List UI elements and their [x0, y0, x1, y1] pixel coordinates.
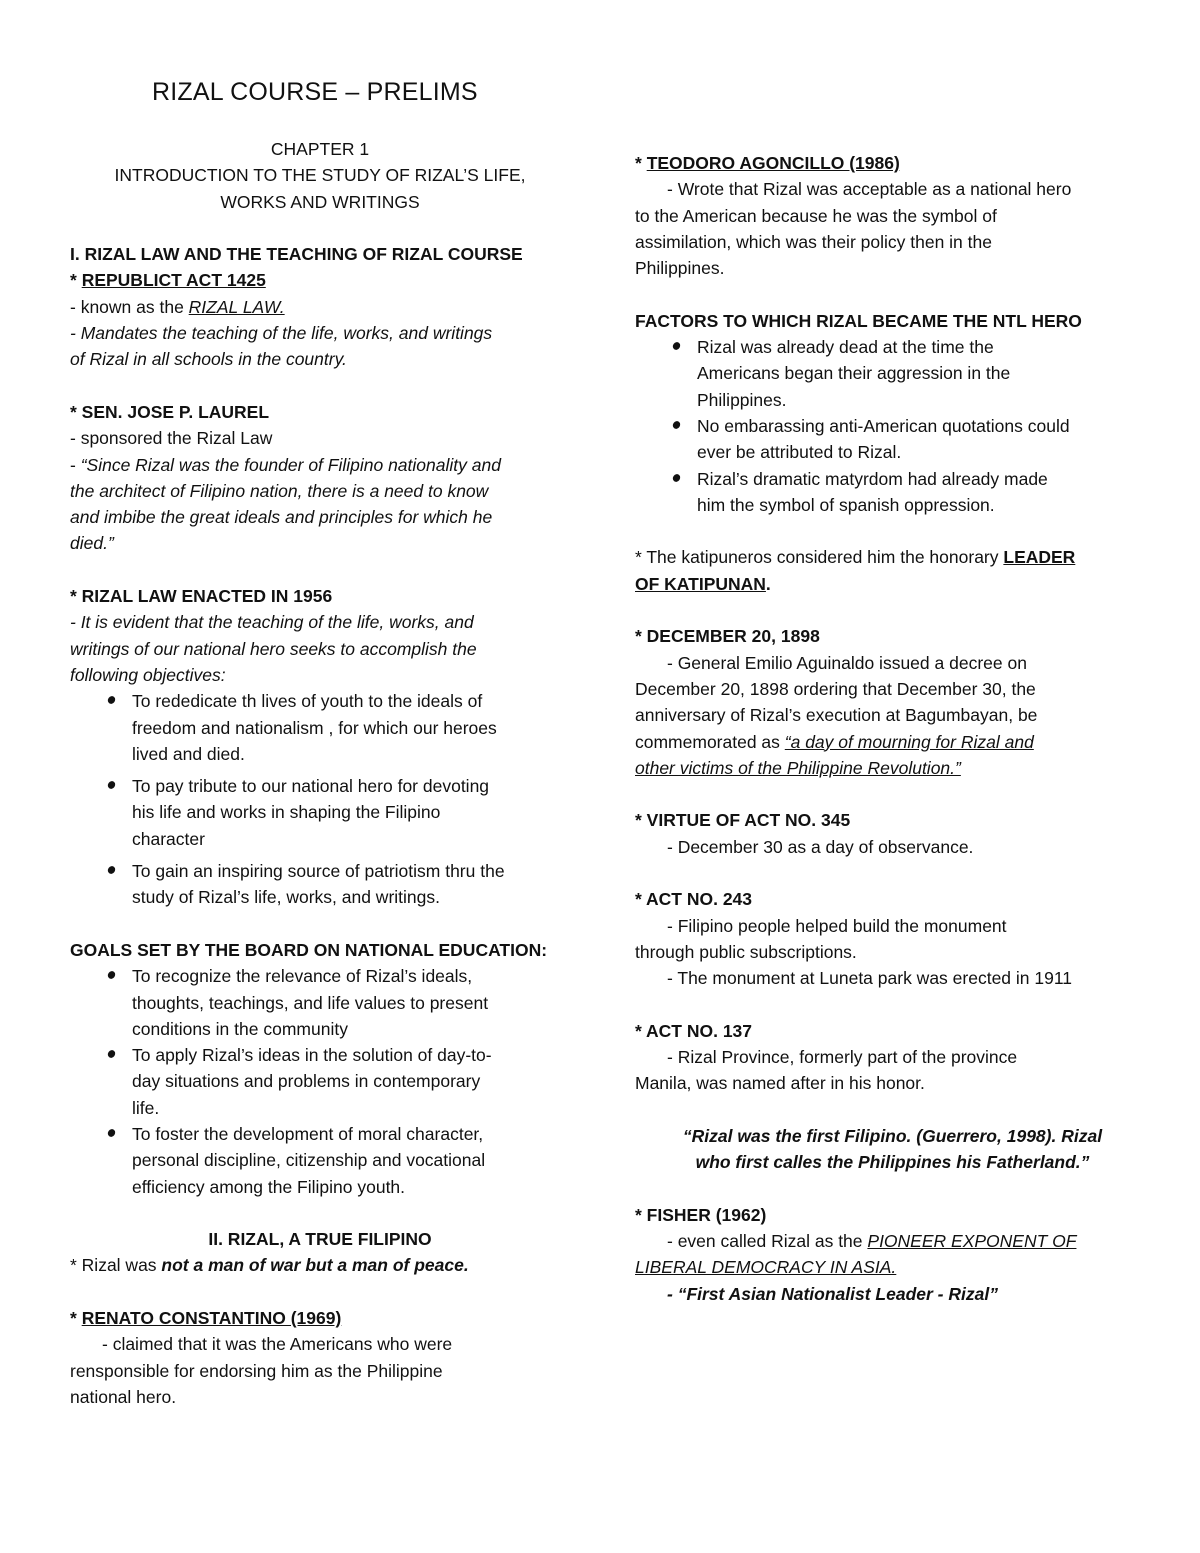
rizal-man-of-peace: * Rizal was not a man of war but a man of peace.: [70, 1255, 469, 1276]
rizal-law-mandate-2: of Rizal in all schools in the country.: [70, 349, 347, 370]
laurel-heading: * SEN. JOSE P. LAUREL: [70, 401, 270, 422]
fisher-heading: * FISHER (1962): [635, 1204, 767, 1225]
act-243-text-1: - Filipino people helped build the monument: [667, 915, 1007, 936]
laurel-quote-2: the architect of Filipino nation, there is a need to know: [70, 480, 489, 501]
right-column: [635, 150, 1150, 1307]
laurel-quote-3: and imbibe the great ideals and principles for which he: [70, 507, 493, 528]
objective-item: To pay tribute to our national hero for devoting his life and works in shaping the Filipino character: [70, 773, 570, 852]
section-2-heading: II. RIZAL, A TRUE FILIPINO: [208, 1229, 432, 1250]
agoncillo-text-3: assimilation, which was their policy then in the: [635, 231, 992, 252]
december-1898-heading: * DECEMBER 20, 1898: [635, 626, 820, 647]
agoncillo-text-2: to the American because he was the symbol of: [635, 205, 997, 226]
katipunan-line-2: OF KATIPUNAN.: [635, 573, 771, 594]
agoncillo-heading: * TEODORO AGONCILLO (1986): [635, 153, 900, 173]
rizal-law-enacted-heading: * RIZAL LAW ENACTED IN 1956: [70, 586, 333, 607]
chapter-title-line-1: INTRODUCTION TO THE STUDY OF RIZAL’S LIFE,: [114, 165, 526, 186]
section-1-heading: I. RIZAL LAW AND THE TEACHING OF RIZAL COURSE: [70, 244, 523, 265]
act-345-heading: * VIRTUE OF ACT NO. 345: [635, 810, 851, 831]
goals-heading: GOALS SET BY THE BOARD ON NATIONAL EDUCATION:: [70, 939, 548, 960]
act-243-heading: * ACT NO. 243: [635, 889, 753, 910]
laurel-sponsored: - sponsored the Rizal Law: [70, 428, 273, 449]
goal-item: To recognize the relevance of Rizal’s ideals, thoughts, teachings, and life values to present conditions in the community: [70, 963, 570, 1042]
chapter-number: CHAPTER 1: [270, 139, 370, 159]
act-137-heading: * ACT NO. 137: [635, 1020, 753, 1041]
december-text-4: commemorated as “a day of mourning for Rizal and: [635, 731, 1034, 752]
factor-item: Rizal’s dramatic matyrdom had already made him the symbol of spanish oppression.: [635, 466, 1150, 519]
act-243-text-2: through public subscriptions.: [635, 941, 857, 962]
guerrero-quote-2: who first calles the Philippines his Fatherland.”: [695, 1152, 1090, 1173]
renato-text-2: rensponsible for endorsing him as the Philippine: [70, 1360, 443, 1381]
renato-heading: * RENATO CONSTANTINO (1969): [70, 1308, 342, 1329]
rizal-law-mandate-1: - Mandates the teaching of the life, works, and writings: [70, 323, 493, 344]
goal-item: To apply Rizal’s ideas in the solution of day-to- day situations and problems in contemporary life.: [70, 1042, 570, 1121]
act-137-text-1: - Rizal Province, formerly part of the province: [667, 1047, 1018, 1068]
laurel-quote-1: - “Since Rizal was the founder of Filipino nationality and: [70, 454, 501, 475]
fisher-text-2: LIBERAL DEMOCRACY IN ASIA.: [635, 1257, 897, 1278]
enacted-text-2: writings of our national hero seeks to accomplish the: [70, 638, 477, 659]
renato-text-1: - claimed that it was the Americans who were: [102, 1334, 453, 1355]
fisher-text-1: - even called Rizal as the PIONEER EXPONENT OF: [667, 1231, 1077, 1252]
december-text-5: other victims of the Philippine Revolution.”: [635, 757, 961, 778]
katipunan-line-1: * The katipuneros considered him the honorary LEADER: [635, 547, 1076, 568]
enacted-text-1: - It is evident that the teaching of the life, works, and: [70, 612, 474, 633]
agoncillo-text-4: Philippines.: [635, 258, 725, 279]
act-345-text: - December 30 as a day of observance.: [667, 836, 974, 857]
guerrero-quote-1: “Rizal was the first Filipino. (Guerrero, 1998). Rizal: [682, 1125, 1103, 1146]
goal-item: To foster the development of moral character, personal discipline, citizenship and vocational efficiency among the Filipino youth.: [70, 1121, 570, 1200]
factors-heading: FACTORS TO WHICH RIZAL BECAME THE NTL HERO: [635, 310, 1082, 331]
renato-text-3: national hero.: [70, 1386, 177, 1407]
fisher-text-3: - “First Asian Nationalist Leader - Rizal”: [667, 1283, 998, 1304]
page-title: RIZAL COURSE – PRELIMS: [152, 78, 478, 106]
left-column: [70, 136, 570, 1410]
factor-item: No embarassing anti-American quotations could ever be attributed to Rizal.: [635, 413, 1150, 466]
agoncillo-text-1: - Wrote that Rizal was acceptable as a national hero: [667, 179, 1072, 200]
objective-item: To rededicate th lives of youth to the ideals of freedom and nationalism , for which our heroes lived and died.: [70, 688, 570, 767]
objective-item: To gain an inspiring source of patriotism thru the study of Rizal’s life, works, and writings.: [70, 858, 570, 911]
enacted-text-3: following objectives:: [70, 664, 226, 685]
december-text-2: December 20, 1898 ordering that December 30, the: [635, 678, 1036, 699]
december-text-3: anniversary of Rizal’s execution at Bagumbayan, be: [635, 705, 1038, 726]
republic-act-heading: * REPUBLICT ACT 1425: [70, 270, 266, 291]
rizal-law-known-as: - known as the RIZAL LAW.: [70, 296, 285, 317]
chapter-title-line-2: WORKS AND WRITINGS: [220, 191, 420, 212]
act-243-text-3: - The monument at Luneta park was erected in 1911: [667, 968, 1073, 989]
december-text-1: - General Emilio Aguinaldo issued a decree on: [667, 652, 1027, 673]
laurel-quote-4: died.”: [70, 533, 114, 554]
factor-item: Rizal was already dead at the time the Americans began their aggression in the Philippines.: [635, 334, 1150, 413]
act-137-text-2: Manila, was named after in his honor.: [635, 1073, 925, 1094]
